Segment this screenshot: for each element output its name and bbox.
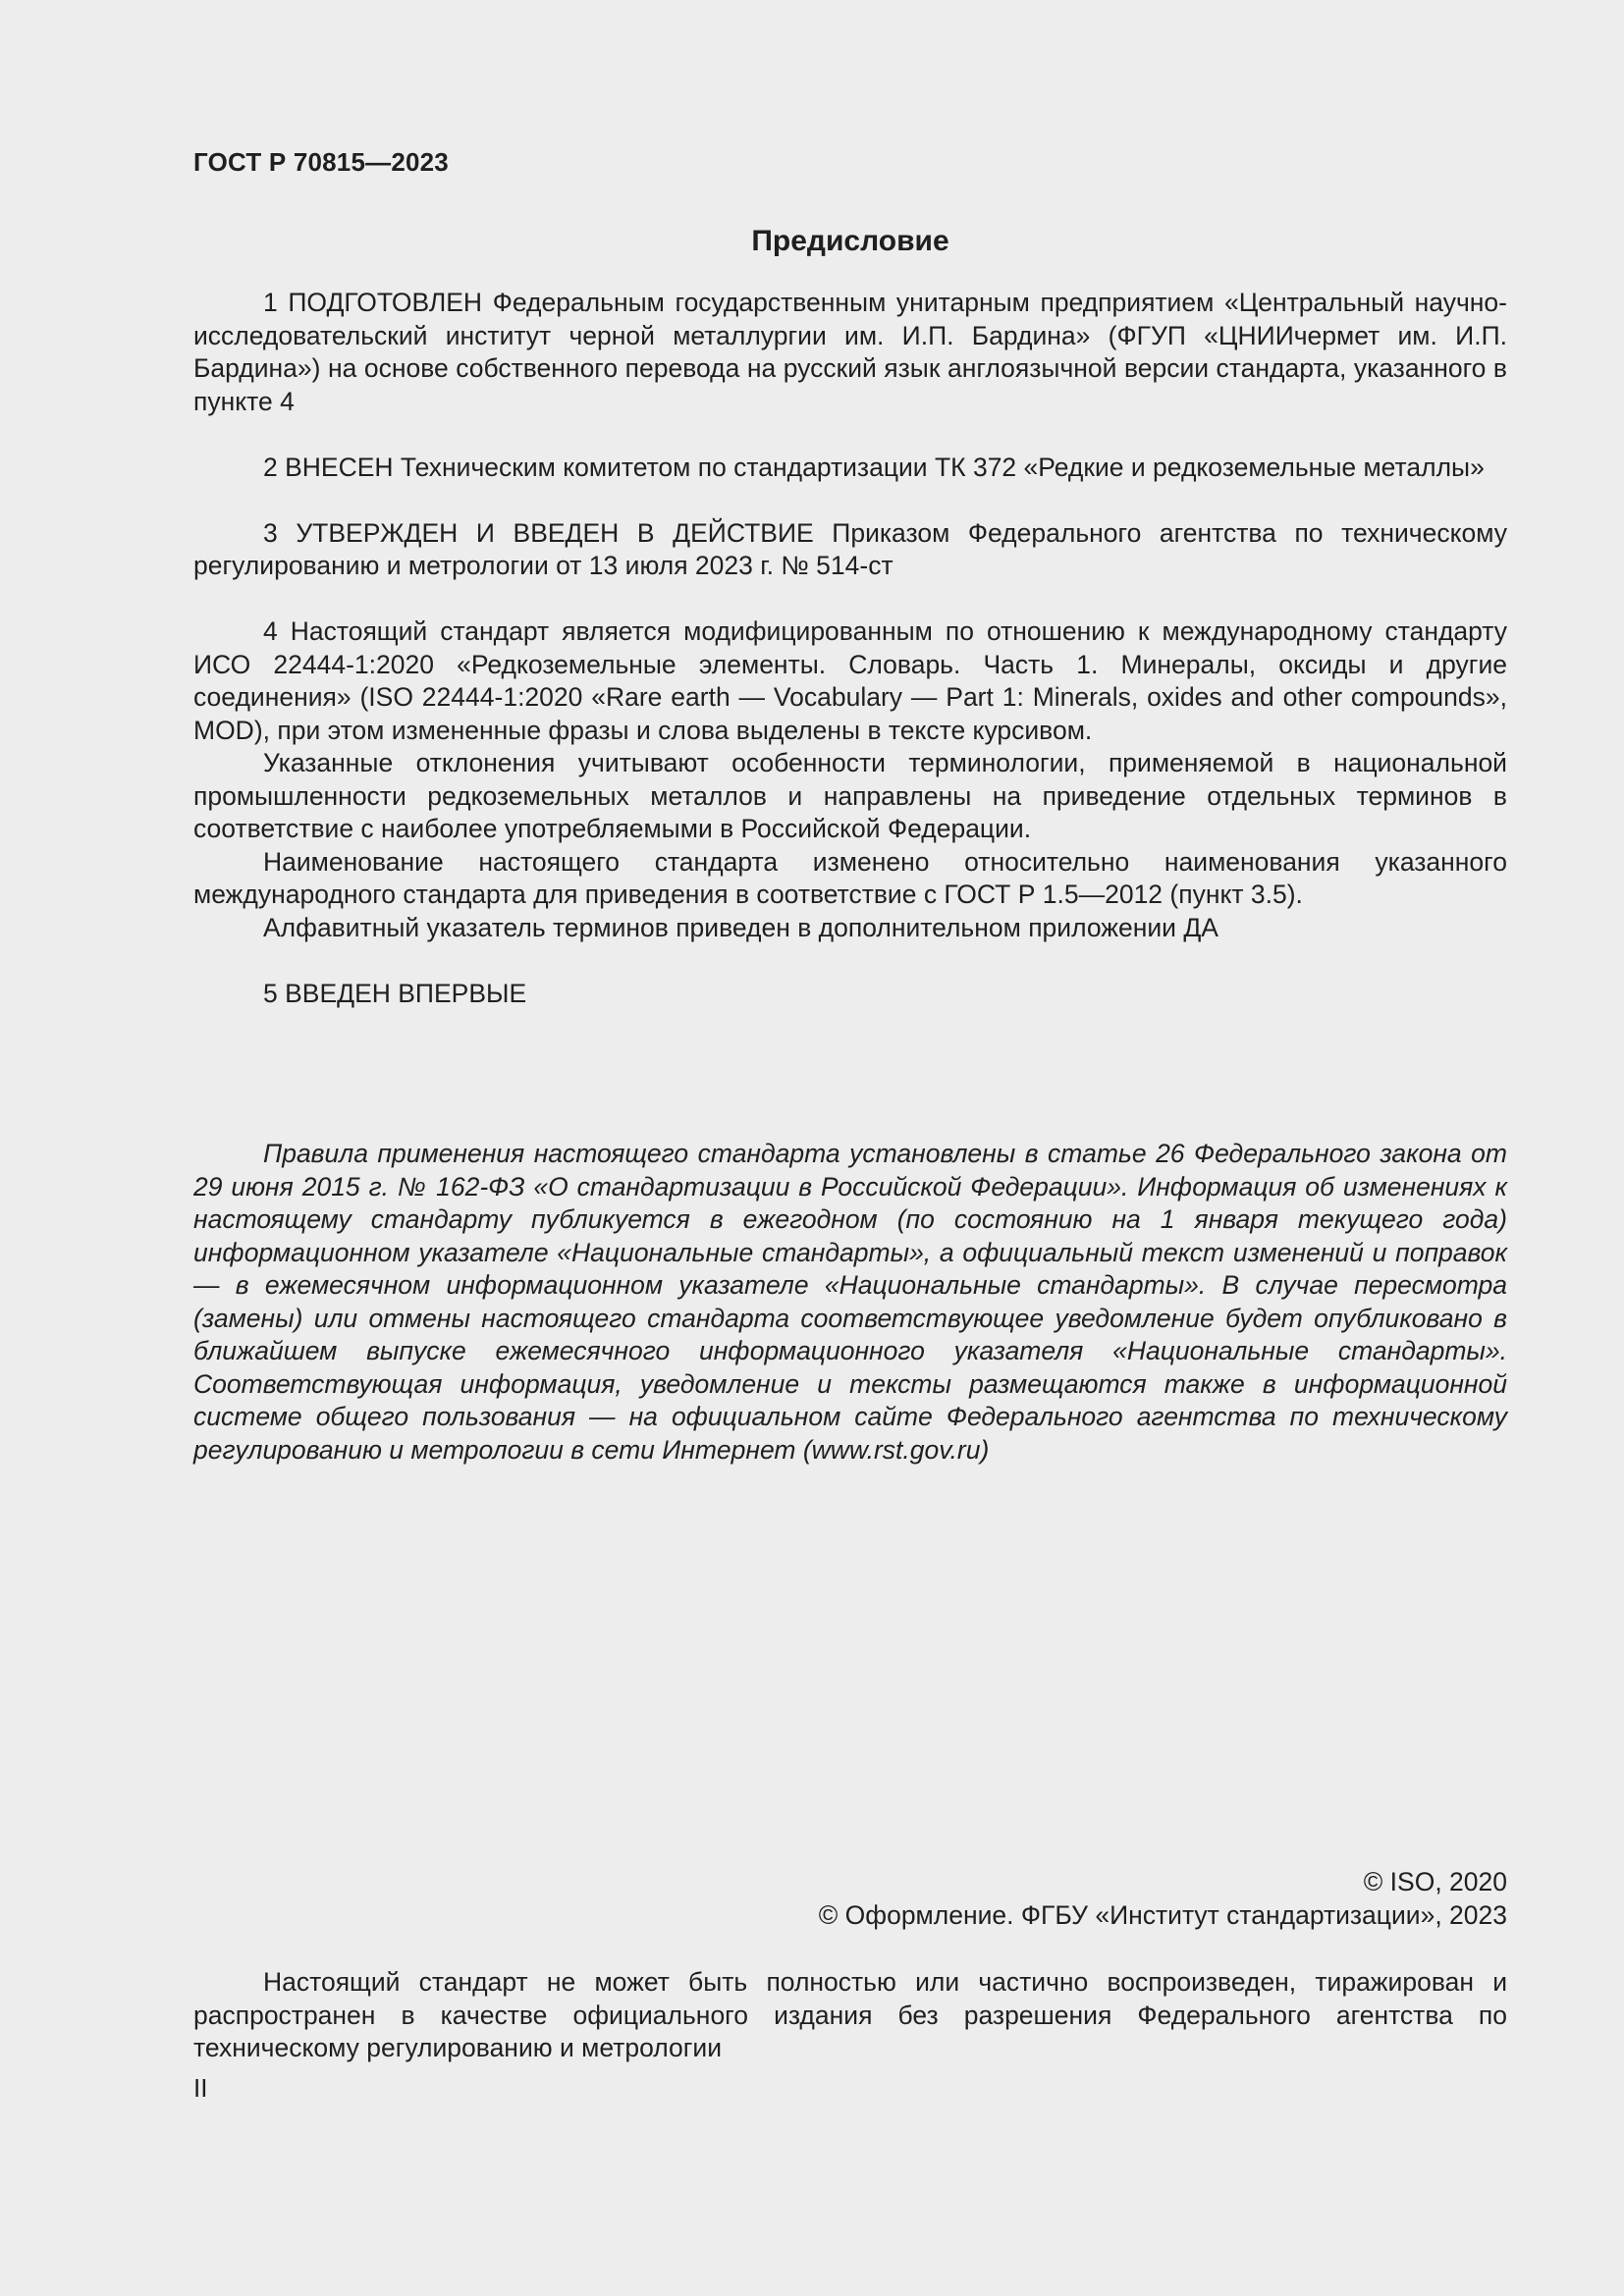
preface-item-3: 3 УТВЕРЖДЕН И ВВЕДЕН В ДЕЙСТВИЕ Приказом Федерального агентства по техническому регулированию и метрологии от 13 июля 2023 г. № 514-ст — [193, 517, 1507, 580]
reproduction-notice-text: Настоящий стандарт не может быть полностью или частично воспроизведен, тиражирован и распространен в качестве официального издания без разрешения Федерального агентства по техническому регулированию и метрологии — [193, 1967, 1507, 2062]
preface-item-4-title-change: Наименование настоящего стандарта изменено относительно наименования указанного международного стандарта для приведения в соответствие с ГОСТ Р 1.5—2012 (пункт 3.5). — [193, 846, 1507, 909]
preface-item-4-deviations: Указанные отклонения учитывают особенности терминологии, применяемой в национальной промышленности редкоземельных металлов и направлены на приведение отдельных терминов в соответствие с наиболее употребляемыми в Российской Федерации. — [193, 748, 1507, 843]
preface-item-1: 1 ПОДГОТОВЛЕН Федеральным государственным унитарным предприятием «Центральный научно-исследовательский институт черной металлургии им. И.П. Бардина» (ФГУП «ЦНИИчермет им. И.П. Бардина») на основе собственного перевода на русский язык англоязычной версии стандарта, указанного в пункте 4 — [193, 288, 1507, 416]
copyright-block — [193, 1866, 1507, 1932]
page-title: Предисловие — [751, 225, 949, 257]
reproduction-notice — [193, 1966, 1507, 2065]
page-number: II — [193, 2073, 208, 2103]
copyright-design: © Оформление. ФГБУ «Институт стандартизации», 2023 — [818, 1899, 1507, 1930]
document-code: ГОСТ Р 70815—2023 — [193, 147, 449, 177]
rules-notice — [193, 1138, 1507, 1467]
preface-item-4: 4 Настоящий стандарт является модифицированным по отношению к международному стандарту ИСО 22444-1:2020 «Редкоземельные элементы. Словарь. Часть 1. Минералы, оксиды и другие соединения» (ISO 22444-1:2020 «Rare earth — Vocabulary — Part 1: Minerals, oxides and other compounds», MOD), при этом измененные фразы и слова выделены в тексте курсивом. — [193, 616, 1507, 745]
preface-body — [193, 287, 1507, 1010]
copyright-iso: © ISO, 2020 — [1363, 1867, 1507, 1896]
preface-item-5: 5 ВВЕДЕН ВПЕРВЫЕ — [263, 978, 527, 1008]
preface-item-2: 2 ВНЕСЕН Техническим комитетом по стандартизации ТК 372 «Редкие и редкоземельные металлы» — [263, 452, 1485, 482]
preface-item-4-index: Алфавитный указатель терминов приведен в дополнительном приложении ДА — [263, 912, 1218, 942]
rules-notice-text: Правила применения настоящего стандарта установлены в статье 26 Федерального закона от 29 июня 2015 г. № 162-ФЗ «О стандартизации в Российской Федерации». Информация об изменениях к настоящему стандарту публикуется в ежегодном (по состоянию на 1 января текущего года) информационном указателе «Национальные стандарты», а официальный текст изменений и поправок — в ежемесячном информационном указателе «Национальные стандарты». В случае пересмотра (замены) или отмены настоящего стандарта соответствующее уведомление будет опубликовано в ближайшем выпуске ежемесячного информационного указателя «Национальные стандарты». Соответствующая информация, уведомление и тексты размещаются также в информационной системе общего пользования — на официальном сайте Федерального агентства по техническому регулированию и метрологии в сети Интернет (www.rst.gov.ru) — [193, 1139, 1507, 1465]
